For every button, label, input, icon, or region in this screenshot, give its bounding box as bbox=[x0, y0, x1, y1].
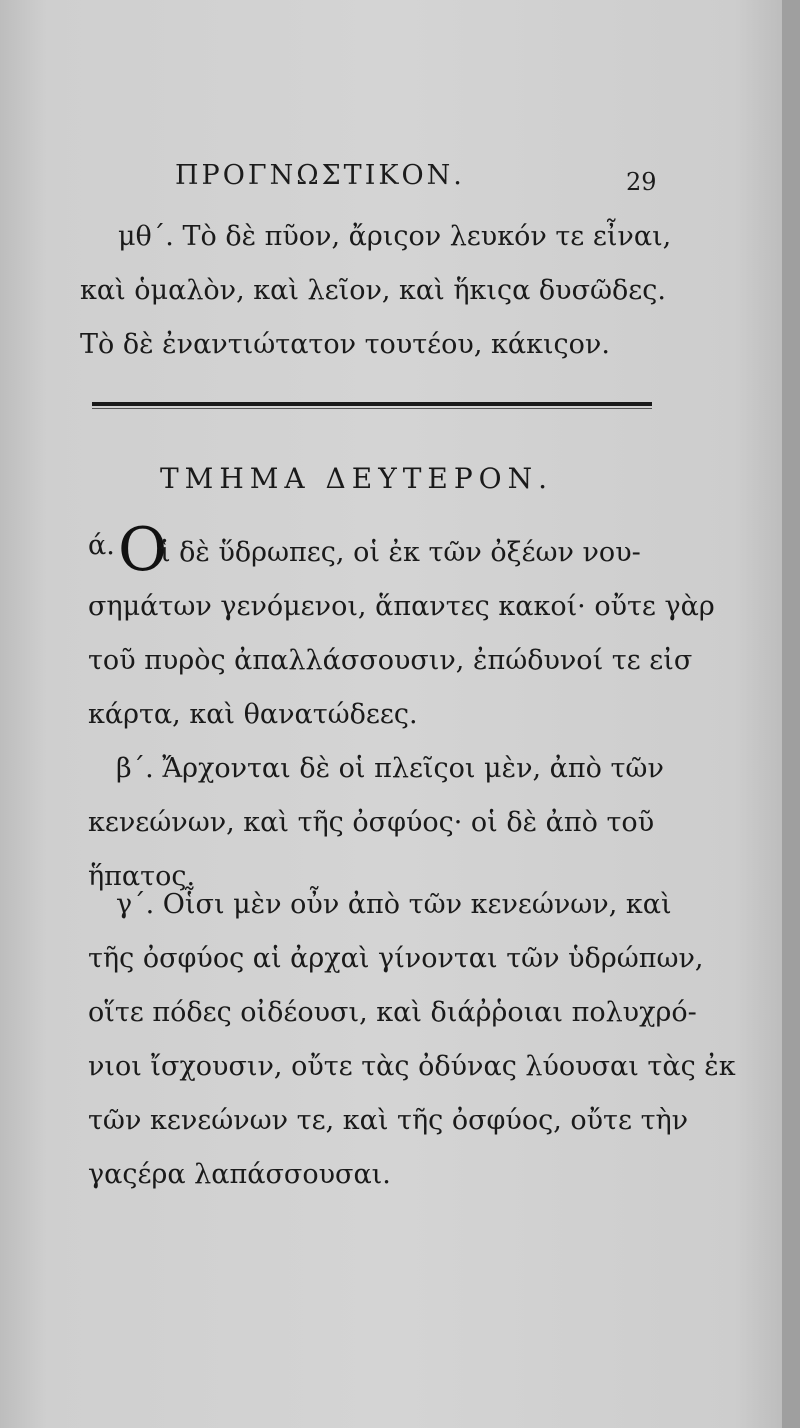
text-line: Τὸ δὲ ἐναντιώτατον τουτέου, κάκιςον. bbox=[80, 329, 610, 360]
text-line: οἵτε πόδες οἰδέουσι, καὶ διάῤῥοιαι πολυχρό- bbox=[88, 997, 697, 1028]
text-line: τοῦ πυρὸς ἀπαλλάσσουσιν, ἐπώδυνοί τε εἰσ bbox=[88, 645, 693, 676]
running-head-title: ΠΡΟΓΝΩΣΤΙΚΟΝ. bbox=[175, 160, 465, 191]
paragraph-mth bbox=[80, 210, 672, 372]
section-divider bbox=[92, 402, 652, 406]
text-line: γ΄. Οἷσι μὲν οὖν ἀπὸ τῶν κενεώνων, καὶ bbox=[116, 889, 672, 920]
section-title: ΤΜΗΜΑ ΔΕΥΤΕΡΟΝ. bbox=[160, 462, 554, 495]
text-line: ἱ δὲ ὕδρωπες, οἱ ἐκ τῶν ὀξέων νου- bbox=[160, 537, 641, 568]
paragraph-a-first bbox=[160, 526, 641, 580]
text-line: τῆς ὀσφύος αἱ ἀρχαὶ γίνονται τῶν ὑδρώπων, bbox=[88, 943, 704, 974]
text-line: κενεώνων, καὶ τῆς ὀσφύος· οἱ δὲ ἀπὸ τοῦ bbox=[88, 807, 655, 838]
section-divider-thin bbox=[92, 408, 652, 409]
text-line: σημάτων γενόμενοι, ἅπαντες κακοί· οὔτε γὰρ bbox=[88, 591, 715, 622]
paragraph-a bbox=[88, 580, 715, 742]
text-line: νιοι ἴσχουσιν, οὔτε τὰς ὀδύνας λύουσαι τὰς ἐκ bbox=[88, 1051, 736, 1082]
text-line: β΄. Ἄρχονται δὲ οἱ πλεῖςοι μὲν, ἀπὸ τῶν bbox=[116, 753, 664, 784]
drop-cap: Ο bbox=[118, 515, 168, 585]
page-edge bbox=[782, 0, 800, 1428]
text-line: τῶν κενεώνων τε, καὶ τῆς ὀσφύος, οὔτε τὴν bbox=[88, 1105, 689, 1136]
text-line: μθ΄. Τὸ δὲ πῦον, ἄριςον λευκόν τε εἶναι, bbox=[118, 221, 672, 252]
page-number: 29 bbox=[626, 168, 657, 196]
text-line: ἥπατος. bbox=[88, 861, 196, 892]
text-line: καὶ ὁμαλὸν, καὶ λεῖον, καὶ ἥκιςα δυσῶδες. bbox=[80, 275, 666, 306]
paragraph-number-a: ά. bbox=[88, 530, 115, 561]
text-line: γαςέρα λαπάσσουσαι. bbox=[88, 1159, 391, 1190]
paragraph-g bbox=[88, 878, 736, 1202]
text-line: κάρτα, καὶ θανατώδεες. bbox=[88, 699, 418, 730]
